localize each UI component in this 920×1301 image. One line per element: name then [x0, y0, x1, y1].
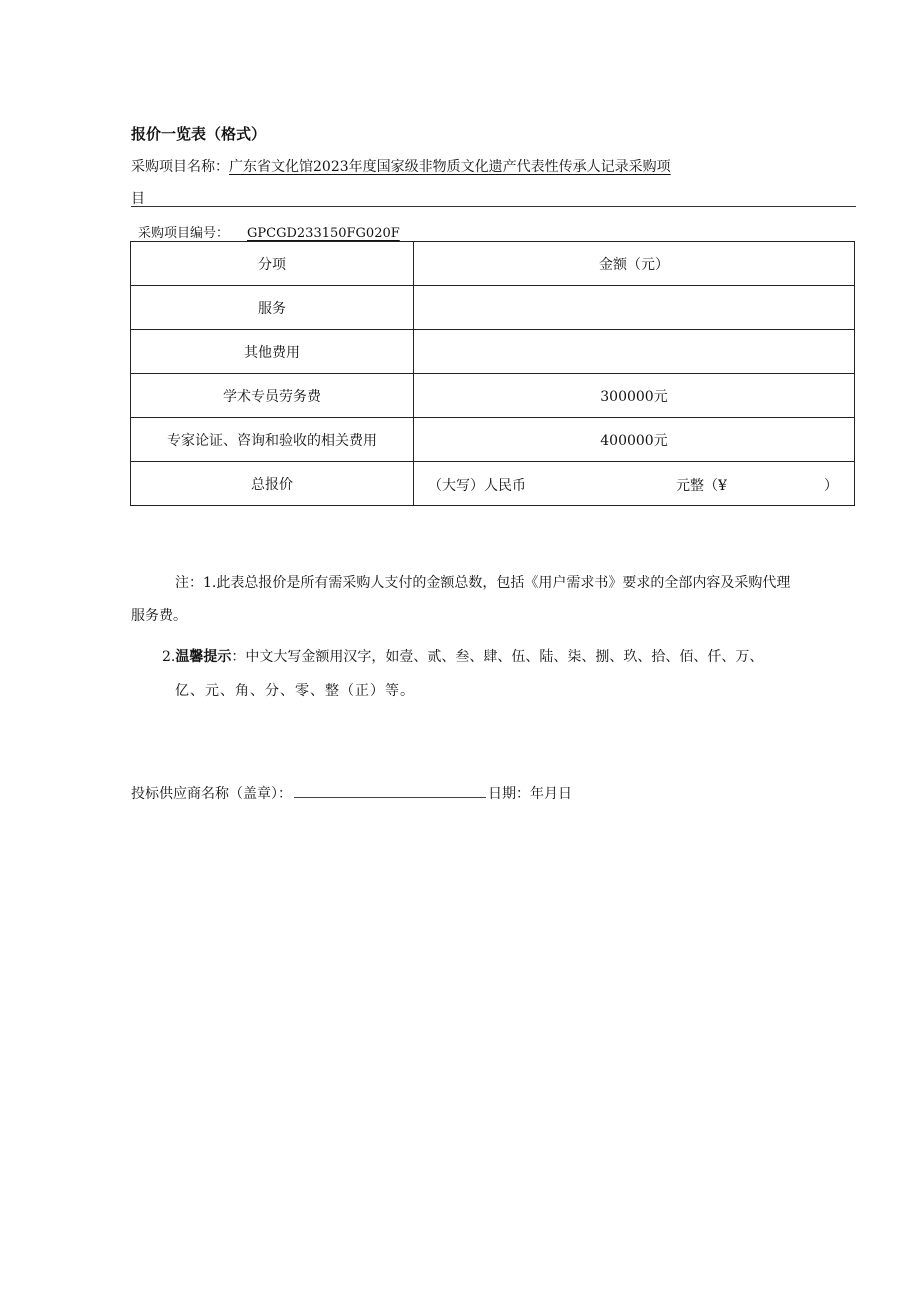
note-2-number: 2. [162, 649, 176, 665]
note-2-line-1 [162, 646, 763, 666]
supplier-label: 投标供应商名称（盖章）： [131, 786, 292, 802]
note-2-text: ：中文大写金额用汉字，如壹、贰、叁、肆、伍、陆、柒、捌、玖、拾、佰、仟、万、 [231, 649, 764, 665]
note-1-line-2: 服务费。 [131, 608, 187, 624]
total-yuan-label: 元整（¥ [676, 478, 727, 494]
project-code-value: GPCGD233150FG020F [247, 226, 400, 241]
project-name-label: 采购项目名称： [131, 159, 229, 175]
total-item: 总报价 [131, 462, 414, 506]
table-row [131, 374, 855, 418]
project-code-line [138, 222, 400, 241]
header-amount: 金额（元） [414, 242, 855, 286]
quote-table [130, 241, 855, 506]
signature-line [131, 783, 572, 803]
row-item: 其他费用 [131, 330, 414, 374]
total-row [131, 462, 855, 506]
row-item: 专家论证、咨询和验收的相关费用 [131, 418, 414, 462]
supplier-blank[interactable] [294, 783, 486, 798]
note-2-hint: 温馨提示 [175, 649, 232, 665]
total-close-paren: ） [824, 478, 838, 494]
row-item: 学术专员劳务费 [131, 374, 414, 418]
table-row [131, 286, 855, 330]
total-capital-label: （大写）人民币 [428, 478, 526, 494]
row-amount[interactable]: 400000元 [414, 418, 855, 462]
table-row [131, 330, 855, 374]
date-label: 日期：年月日 [488, 786, 572, 802]
row-amount[interactable] [414, 330, 855, 374]
note-1-line-1: 注：1.此表总报价是所有需采购人支付的金额总数，包括《用户需求书》要求的全部内容及采购代理 [175, 575, 791, 591]
note-2-line-2: 亿、元、角、分、零、整（正）等。 [175, 683, 415, 699]
row-item: 服务 [131, 286, 414, 330]
page-title: 报价一览表（格式） [131, 125, 267, 143]
total-amount-cell[interactable] [414, 462, 855, 506]
project-code-label: 采购项目编号： [138, 226, 230, 241]
project-name-line [131, 156, 671, 176]
table-header-row [131, 242, 855, 286]
divider-line [131, 206, 856, 207]
row-amount[interactable]: 300000元 [414, 374, 855, 418]
project-name-wrap: 目 [131, 191, 145, 207]
row-amount[interactable] [414, 286, 855, 330]
table-row [131, 418, 855, 462]
project-name-value: 广东省文化馆2023年度国家级非物质文化遗产代表性传承人记录采购项 [229, 159, 671, 175]
header-item: 分项 [131, 242, 414, 286]
